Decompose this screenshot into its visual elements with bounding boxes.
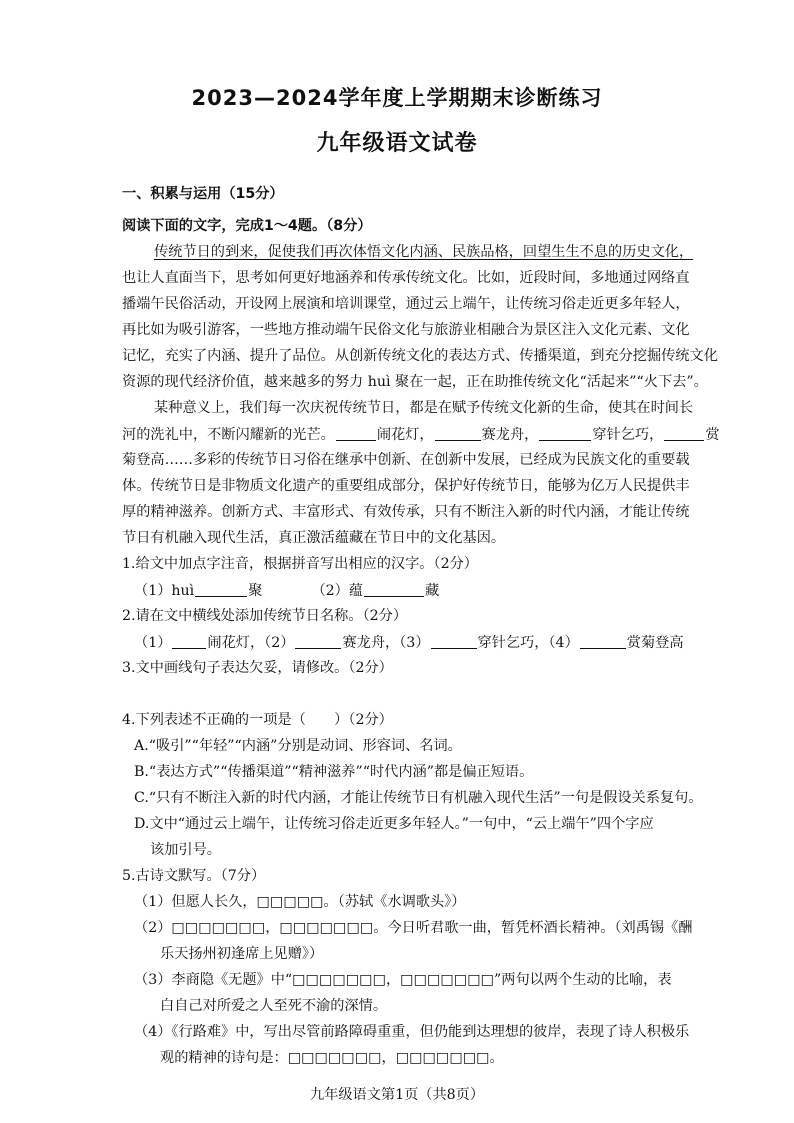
passage-line: 记忆，充实了内涵、提升了品位。从创新传统文化的表达方式、传播渠道，到充分挖掘传统文化	[122, 348, 718, 364]
passage-line: 节日有机融入现代生活，真正激活蕴藏在节日中的文化基因。	[122, 530, 506, 546]
question-4: 4.下列表述不正确的一项是（ ）（2分）	[122, 712, 393, 728]
passage-text: 闹花灯，	[376, 427, 434, 443]
passage-underlined-sentence: 传统节日的到来，促使我们再次体悟文化内涵、民族品格，回望生生不息的历史文化，	[154, 244, 694, 260]
question-1: 1.给文中加点字注音，根据拼音写出相应的汉字。（2分）	[122, 556, 478, 572]
q1-answer-blank-b[interactable]	[364, 582, 424, 597]
passage-text: 河的洗礼中，不断闪耀新的光芒。	[122, 427, 335, 443]
passage-line-with-blanks	[122, 426, 720, 444]
exam-subtitle: 九年级语文试卷	[316, 131, 478, 156]
festival-blank-1[interactable]	[336, 426, 376, 441]
q5-item-4-cont: 观的精神的诗句是：□□□□□□□，□□□□□□□。	[160, 1050, 504, 1066]
page-footer: 九年级语文第1页（共8页）	[309, 1087, 485, 1103]
festival-blank-3[interactable]	[539, 426, 591, 441]
q2-text: 赏菊登高	[626, 635, 684, 651]
passage-line: 体。传统节日是非物质文化遗产的重要组成部分，保护好传统节日，能够为亿万人民提供丰	[122, 478, 690, 494]
q5-item-3: （3）李商隐《无题》中“□□□□□□□，□□□□□□□”两句以两个生动的比喻，表	[134, 972, 672, 988]
passage-line: 也让人直面当下，思考如何更好地涵养和传承传统文化。比如，近段时间，多地通过网络直	[122, 270, 690, 286]
q2-answer-blank-1[interactable]	[172, 634, 206, 649]
q1-label-b: （2）蕴	[311, 583, 364, 599]
q2-answer-blank-3[interactable]	[431, 634, 477, 649]
passage-line: 资源的现代经济价值，越来越多的努力 huì 聚在一起，正在助推传统文化“活起来”“火下去”。	[122, 374, 708, 390]
q4-option-d[interactable]: D.文中“通过云上端午，让传统习俗走近更多年轻人。”一句中，“云上端午”四个字应	[134, 816, 654, 832]
question-5: 5.古诗文默写。（7分）	[122, 868, 266, 884]
q2-text: 赛龙舟，（3）	[342, 635, 430, 651]
q5-item-1: （1）但愿人长久，□□□□□。（苏轼《水调歌头》）	[134, 894, 466, 910]
passage-line: 某种意义上，我们每一次庆祝传统节日，都是在赋予传统文化新的生命，使其在时间长	[154, 400, 694, 416]
passage-line: 厚的精神滋养。创新方式、丰富形式、有效传承，只有不断注入新的时代内涵，才能让传统	[122, 504, 690, 520]
q2-text: 穿针乞巧，（4）	[477, 635, 579, 651]
question-1-items	[134, 582, 439, 600]
exam-title: 2023—2024学年度上学期期末诊断练习	[191, 86, 603, 110]
passage-text: 赏	[705, 427, 720, 443]
q4-option-b[interactable]: B.“表达方式”“传播渠道”“精神滋养”“时代内涵”都是偏正短语。	[134, 764, 534, 780]
section-heading: 一、积累与运用（15分）	[122, 186, 284, 202]
q2-answer-blank-2[interactable]	[295, 634, 341, 649]
festival-blank-4[interactable]	[664, 426, 704, 441]
question-2: 2.请在文中横线处添加传统节日名称。（2分）	[122, 608, 408, 624]
passage-text: 赛龙舟，	[481, 427, 539, 443]
passage-line: 播端午民俗活动，开设网上展演和培训课堂，通过云上端午，让传统习俗走近更多年轻人，	[122, 296, 690, 312]
q5-item-3-cont: 白自己对所爱之人至死不渝的深情。	[160, 998, 388, 1014]
q2-label: （1）	[134, 635, 172, 651]
passage-line: 菊登高……多彩的传统节日习俗在继承中创新、在创新中发展，已经成为民族文化的重要载	[122, 452, 690, 468]
q2-text: 闹花灯，（2）	[207, 635, 295, 651]
festival-blank-2[interactable]	[435, 426, 481, 441]
reading-instruction: 阅读下面的文字，完成1～4题。（8分）	[122, 218, 372, 234]
q5-item-4: （4）《行路难》中，写出尽管前路障碍重重，但仍能到达理想的彼岸，表现了诗人积极乐	[134, 1024, 690, 1040]
passage-line: 再比如为吸引游客，一些地方推动端午民俗文化与旅游业相融合为景区注入文化元素、文化	[122, 322, 690, 338]
q4-option-a[interactable]: A.“吸引”“年轻”“内涵”分别是动词、形容词、名词。	[134, 738, 462, 754]
q1-after-a: 聚	[248, 583, 263, 599]
q1-label-a: （1）huì	[134, 583, 195, 599]
passage-text: 穿针乞巧，	[592, 427, 664, 443]
question-3: 3.文中画线句子表达欠妥，请修改。（2分）	[122, 660, 393, 676]
q4-option-d-cont: 该加引号。	[150, 842, 221, 858]
q5-item-2: （2）□□□□□□□，□□□□□□□。今日听君歌一曲，暂凭杯酒长精神。（刘禹锡《酬	[134, 920, 693, 936]
question-2-items	[134, 634, 684, 652]
q2-answer-blank-4[interactable]	[580, 634, 626, 649]
q1-after-b: 藏	[425, 583, 440, 599]
q5-item-2-cont: 乐天扬州初逢席上见赠》）	[160, 946, 324, 962]
q1-answer-blank-a[interactable]	[195, 582, 247, 597]
q4-option-c[interactable]: C.“只有不断注入新的时代内涵，才能让传统节日有机融入现代生活”一句是假设关系复句。	[134, 790, 703, 806]
